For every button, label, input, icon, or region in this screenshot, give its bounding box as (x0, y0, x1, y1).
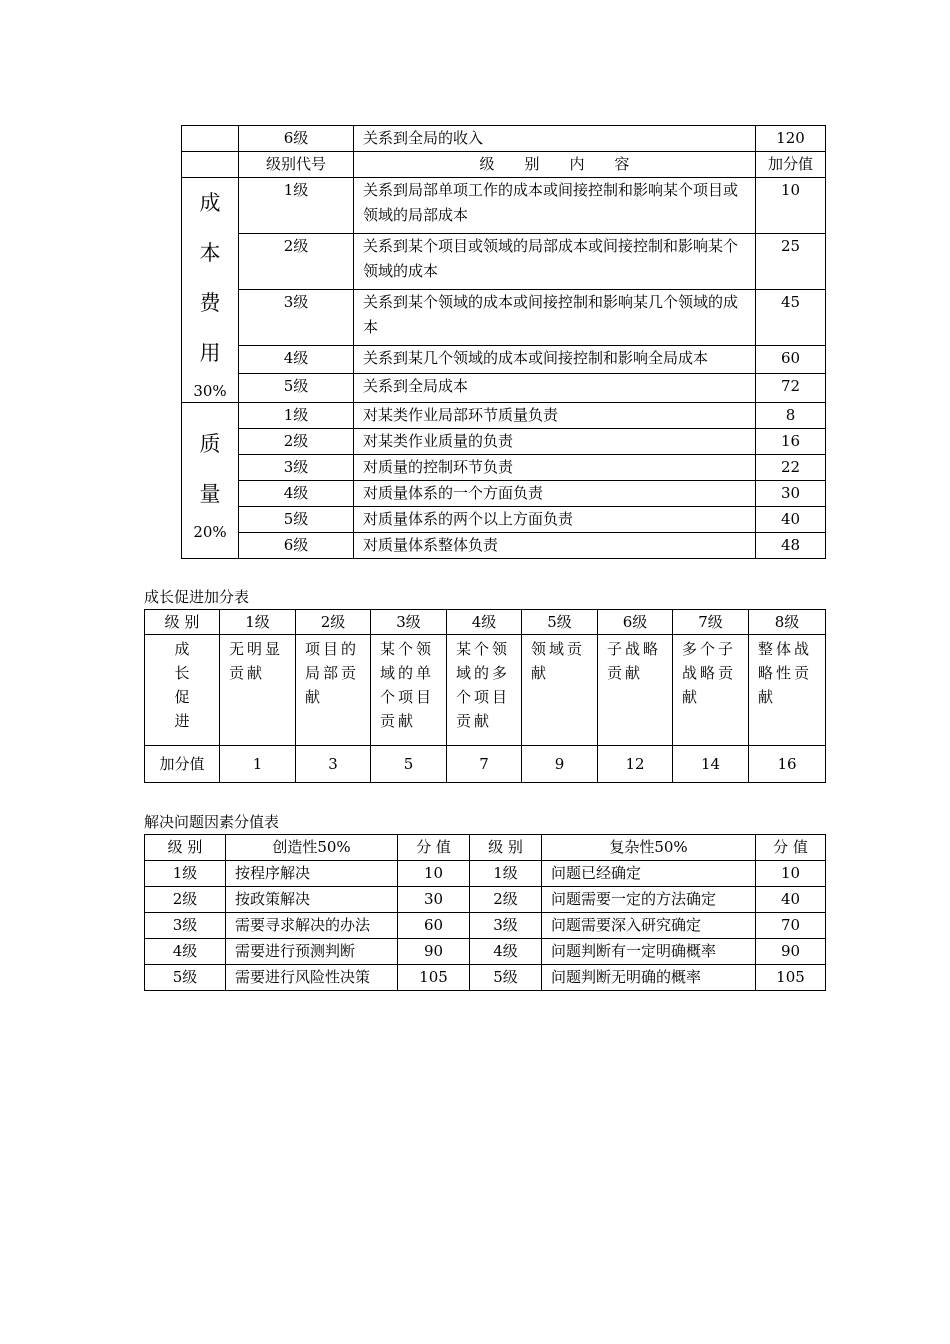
row-label-char: 进 (174, 712, 190, 730)
score-value: 48 (756, 533, 826, 559)
score-value: 5 (371, 746, 447, 783)
category-char: 用 (199, 341, 221, 365)
table-header-row (145, 835, 826, 861)
table-row (182, 345, 826, 374)
growth-description: 某个领域的单个项目贡献 (371, 635, 447, 746)
complexity-text: 问题需要一定的方法确定 (542, 887, 756, 913)
category-char: 本 (199, 241, 221, 265)
table-row (182, 403, 826, 429)
table-row (182, 289, 826, 345)
score-value: 72 (756, 374, 826, 403)
level-header: 1级 (220, 610, 296, 635)
table-header-row (145, 610, 826, 635)
level-content: 关系到局部单项工作的成本或间接控制和影响某个项目或领域的局部成本 (354, 178, 756, 234)
cost-category-cell (182, 178, 239, 403)
level-code: 5级 (145, 965, 226, 991)
row-label-char: 促 (174, 688, 190, 706)
level-header: 7级 (673, 610, 749, 635)
level-code: 1级 (470, 861, 542, 887)
score-value: 22 (756, 455, 826, 481)
growth-description: 子战略贡献 (598, 635, 673, 746)
score-value: 3 (296, 746, 371, 783)
score-value: 90 (756, 939, 826, 965)
quality-category-cell (182, 403, 239, 559)
score-value: 40 (756, 887, 826, 913)
level-header: 8级 (749, 610, 826, 635)
level-code: 5级 (470, 965, 542, 991)
table-row (182, 455, 826, 481)
creativity-text: 按政策解决 (226, 887, 398, 913)
header-level-label: 级 别 (145, 610, 220, 635)
level-content: 对质量体系的两个以上方面负责 (354, 507, 756, 533)
score-value: 120 (756, 126, 826, 152)
score-value: 9 (522, 746, 598, 783)
category-char: 质 (199, 431, 221, 456)
level-code: 4级 (239, 345, 354, 374)
level-code: 2级 (470, 887, 542, 913)
score-value: 90 (398, 939, 470, 965)
category-char: 成 (199, 191, 221, 215)
score-value: 12 (598, 746, 673, 783)
table-row (145, 861, 826, 887)
table-row (182, 233, 826, 289)
category-char: 量 (199, 481, 221, 506)
table-row (182, 178, 826, 234)
score-value: 10 (756, 861, 826, 887)
growth-description: 某个领域的多个项目贡献 (447, 635, 522, 746)
header-score: 分 值 (398, 835, 470, 861)
level-code: 2级 (239, 429, 354, 455)
level-code: 4级 (470, 939, 542, 965)
growth-row-label (145, 635, 220, 746)
table-row (182, 126, 826, 152)
level-content: 关系到某个领域的成本或间接控制和影响某几个领域的成本 (354, 289, 756, 345)
level-code: 4级 (145, 939, 226, 965)
level-code: 2级 (145, 887, 226, 913)
level-code: 3级 (470, 913, 542, 939)
level-content: 对某类作业局部环节质量负责 (354, 403, 756, 429)
level-code: 3级 (239, 289, 354, 345)
level-content: 对质量的控制环节负责 (354, 455, 756, 481)
growth-description: 项目的局部贡献 (296, 635, 371, 746)
category-char: 费 (199, 291, 221, 315)
cost-quality-table (181, 125, 826, 559)
empty-cell (182, 152, 239, 178)
level-header: 2级 (296, 610, 371, 635)
header-level-code: 级别代号 (239, 152, 354, 178)
level-header: 4级 (447, 610, 522, 635)
score-value: 40 (756, 507, 826, 533)
score-value: 16 (749, 746, 826, 783)
score-value: 16 (756, 429, 826, 455)
table-row (145, 746, 826, 783)
table-row (145, 965, 826, 991)
level-content: 关系到全局的收入 (354, 126, 756, 152)
growth-description: 无明显贡献 (220, 635, 296, 746)
growth-table-caption: 成长促进加分表 (144, 588, 250, 606)
level-code: 4级 (239, 481, 354, 507)
level-content: 对某类作业质量的负责 (354, 429, 756, 455)
creativity-text: 按程序解决 (226, 861, 398, 887)
score-value: 105 (756, 965, 826, 991)
score-value: 1 (220, 746, 296, 783)
complexity-text: 问题需要深入研究确定 (542, 913, 756, 939)
level-header: 5级 (522, 610, 598, 635)
growth-table (144, 609, 826, 783)
header-creativity: 创造性50% (226, 835, 398, 861)
level-code: 6级 (239, 126, 354, 152)
score-value: 60 (756, 345, 826, 374)
category-percent: 20% (193, 522, 227, 541)
level-content: 关系到全局成本 (354, 374, 756, 403)
header-level: 级 别 (470, 835, 542, 861)
complexity-text: 问题已经确定 (542, 861, 756, 887)
level-content: 对质量体系整体负责 (354, 533, 756, 559)
complexity-text: 问题判断无明确的概率 (542, 965, 756, 991)
table-row (182, 374, 826, 403)
level-code: 3级 (239, 455, 354, 481)
category-percent: 30% (193, 382, 227, 400)
level-content: 对质量体系的一个方面负责 (354, 481, 756, 507)
score-value: 10 (756, 178, 826, 234)
table-row (182, 533, 826, 559)
level-content: 关系到某几个领域的成本或间接控制和影响全局成本 (354, 345, 756, 374)
level-header: 3级 (371, 610, 447, 635)
level-code: 5级 (239, 374, 354, 403)
table-header-row (182, 152, 826, 178)
level-code: 5级 (239, 507, 354, 533)
level-content: 关系到某个项目或领域的局部成本或间接控制和影响某个领域的成本 (354, 233, 756, 289)
level-header: 6级 (598, 610, 673, 635)
score-value: 30 (398, 887, 470, 913)
growth-description: 领域贡献 (522, 635, 598, 746)
score-value: 14 (673, 746, 749, 783)
table-row (145, 939, 826, 965)
problem-table-caption: 解决问题因素分值表 (144, 813, 280, 831)
table-row (145, 635, 826, 746)
row-label-char: 长 (174, 664, 190, 682)
score-label: 加分值 (145, 746, 220, 783)
score-value: 10 (398, 861, 470, 887)
score-value: 8 (756, 403, 826, 429)
header-score: 加分值 (756, 152, 826, 178)
level-code: 1级 (145, 861, 226, 887)
table-row (145, 887, 826, 913)
score-value: 30 (756, 481, 826, 507)
score-value: 70 (756, 913, 826, 939)
growth-description: 整体战略性贡献 (749, 635, 826, 746)
creativity-text: 需要进行预测判断 (226, 939, 398, 965)
header-complexity: 复杂性50% (542, 835, 756, 861)
header-score: 分 值 (756, 835, 826, 861)
complexity-text: 问题判断有一定明确概率 (542, 939, 756, 965)
header-level: 级 别 (145, 835, 226, 861)
score-value: 45 (756, 289, 826, 345)
header-level-content: 级 别 内 容 (354, 152, 756, 178)
creativity-text: 需要进行风险性决策 (226, 965, 398, 991)
score-value: 7 (447, 746, 522, 783)
empty-cell (182, 126, 239, 152)
creativity-text: 需要寻求解决的办法 (226, 913, 398, 939)
problem-table (144, 834, 826, 991)
table-row (145, 913, 826, 939)
table-row (182, 481, 826, 507)
level-code: 2级 (239, 233, 354, 289)
level-code: 1级 (239, 178, 354, 234)
table-row (182, 507, 826, 533)
score-value: 25 (756, 233, 826, 289)
row-label-char: 成 (174, 640, 190, 658)
table-row (182, 429, 826, 455)
growth-description: 多个子战略贡献 (673, 635, 749, 746)
level-code: 6级 (239, 533, 354, 559)
level-code: 1级 (239, 403, 354, 429)
level-code: 3级 (145, 913, 226, 939)
score-value: 60 (398, 913, 470, 939)
score-value: 105 (398, 965, 470, 991)
